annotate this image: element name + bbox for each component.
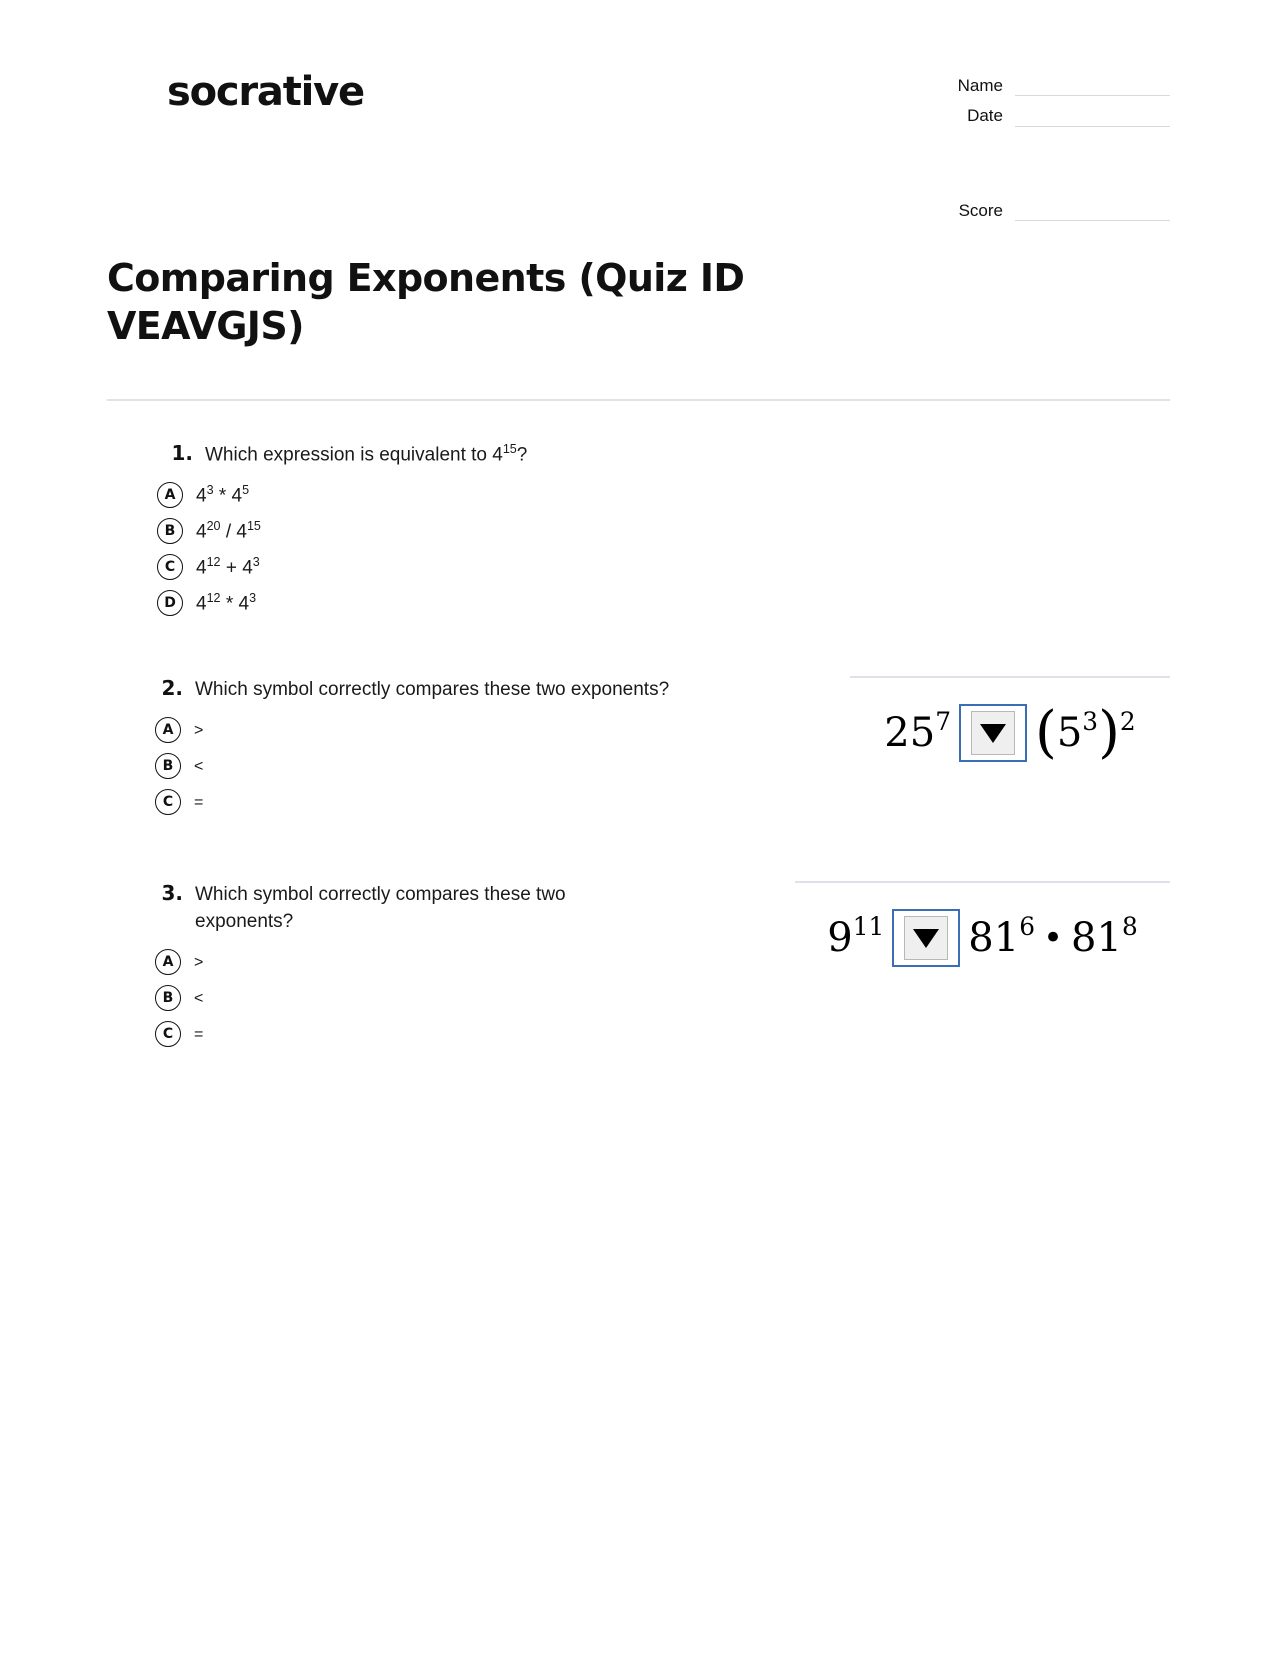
- question-item: [107, 441, 1170, 626]
- math-left-base: 9: [827, 915, 853, 962]
- option-a-base2: 4: [231, 484, 243, 506]
- question-2-header: [157, 676, 757, 704]
- math-left-base: 25: [884, 710, 936, 757]
- date-field-row: [930, 106, 1170, 126]
- option-bubble-c[interactable]: C: [157, 554, 183, 580]
- math-right-inner-base: 5: [1056, 710, 1083, 757]
- question-3-header: [157, 881, 627, 936]
- option-bubble-d[interactable]: D: [157, 590, 183, 616]
- questions-list: [0, 441, 1275, 1057]
- math-image-q3: [795, 881, 1170, 967]
- math-right-outer-exponent: 2: [1119, 706, 1136, 736]
- option-d[interactable]: [157, 590, 527, 616]
- student-info-block: [930, 60, 1170, 231]
- option-text-b: [196, 519, 261, 544]
- option-c-sup2: 3: [252, 554, 260, 569]
- question-number: 1.: [171, 441, 193, 466]
- option-bubble-b[interactable]: B: [155, 985, 181, 1011]
- question-2-options: [155, 717, 757, 815]
- question-item: [107, 676, 1170, 825]
- question-3-body: [157, 881, 627, 1057]
- option-text-a: >: [194, 953, 204, 971]
- question-prompt: Which symbol correctly compares these two exponents?: [195, 679, 670, 701]
- question-3-options: [155, 949, 627, 1047]
- date-label: Date: [967, 106, 1003, 126]
- question-1-body: [164, 441, 528, 626]
- math-right-term-2: [1071, 912, 1138, 962]
- question-prompt-exponent: 15: [502, 441, 517, 456]
- math-multiply-operator: •: [1042, 918, 1064, 959]
- question-2-media: [757, 676, 1170, 766]
- math-left-term: [827, 912, 885, 962]
- option-bubble-c[interactable]: C: [155, 1021, 181, 1047]
- comparison-dropdown[interactable]: [959, 704, 1027, 762]
- option-a[interactable]: [155, 717, 757, 743]
- math-left-term: [884, 707, 951, 757]
- option-bubble-a[interactable]: A: [155, 949, 181, 975]
- question-1-header: [167, 441, 527, 469]
- option-text-b: <: [194, 757, 204, 775]
- question-3-media: [627, 881, 1170, 967]
- chevron-down-icon: [913, 929, 939, 948]
- score-label: Score: [958, 200, 1003, 220]
- hexagon-icon: [110, 100, 128, 120]
- math-right-inner-term: [1056, 707, 1099, 757]
- question-item: [107, 881, 1170, 1057]
- option-text-d: [196, 591, 256, 616]
- option-a-sup2: 5: [242, 482, 250, 497]
- option-b-operator: /: [225, 520, 232, 542]
- option-bubble-a[interactable]: A: [157, 482, 183, 508]
- math-expression-q2: [884, 700, 1136, 766]
- option-c[interactable]: [155, 1021, 627, 1047]
- math-expression-q3: [827, 909, 1137, 967]
- score-input-line[interactable]: [1015, 203, 1170, 221]
- option-bubble-b[interactable]: B: [157, 518, 183, 544]
- option-b[interactable]: [155, 985, 627, 1011]
- option-c-operator: +: [225, 556, 237, 578]
- question-prompt: [205, 441, 527, 469]
- option-a-base1: 4: [196, 484, 207, 506]
- math-right-base2: 81: [1071, 915, 1122, 962]
- option-bubble-b[interactable]: B: [155, 753, 181, 779]
- date-input-line[interactable]: [1015, 109, 1170, 127]
- option-b-base1: 4: [196, 520, 207, 542]
- option-a[interactable]: [157, 482, 527, 508]
- option-d-sup2: 3: [249, 590, 257, 605]
- math-right-exponent1: 6: [1019, 912, 1035, 942]
- close-paren: ): [1098, 700, 1120, 766]
- question-number: 2.: [161, 676, 183, 701]
- option-b[interactable]: [157, 518, 527, 544]
- option-b[interactable]: [155, 753, 757, 779]
- option-text-c: =: [194, 793, 204, 811]
- math-right-base1: 81: [968, 915, 1020, 962]
- option-d-base1: 4: [196, 592, 207, 614]
- math-right-term-1: [968, 912, 1035, 962]
- option-text-a: >: [194, 721, 204, 739]
- comparison-dropdown[interactable]: [892, 909, 960, 967]
- page-header: [0, 0, 1275, 231]
- option-d-operator: *: [225, 592, 234, 614]
- option-text-c: =: [194, 1025, 204, 1043]
- math-left-exponent: 11: [852, 912, 885, 942]
- title-block: [0, 231, 1275, 351]
- name-input-line[interactable]: [1015, 78, 1170, 96]
- question-1-options: [157, 482, 527, 616]
- question-prompt-suffix: ?: [516, 444, 528, 466]
- option-b-base2: 4: [236, 520, 247, 542]
- option-text-a: [196, 483, 249, 508]
- option-bubble-c[interactable]: C: [155, 789, 181, 815]
- option-text-b: <: [194, 989, 204, 1007]
- name-field-row: [930, 76, 1170, 96]
- question-number: 3.: [161, 881, 183, 906]
- math-right-inner-exponent: 3: [1082, 707, 1099, 737]
- option-d-sup1: 12: [206, 590, 221, 605]
- option-c-sup1: 12: [206, 554, 221, 569]
- option-b-sup1: 20: [206, 518, 221, 533]
- option-a-sup1: 3: [206, 482, 214, 497]
- score-field-row: [930, 201, 1170, 221]
- option-d-base2: 4: [238, 592, 250, 614]
- dropdown-button[interactable]: [971, 711, 1015, 755]
- option-a-operator: *: [218, 484, 227, 506]
- option-text-c: [196, 555, 260, 580]
- option-a[interactable]: [155, 949, 627, 975]
- math-left-exponent: 7: [935, 707, 951, 737]
- hexagon-icon: [131, 87, 152, 111]
- meta-spacer: [930, 137, 1170, 201]
- brand-name: socrative: [167, 69, 364, 115]
- option-c[interactable]: [157, 554, 527, 580]
- option-c-base2: 4: [242, 556, 253, 578]
- socrative-hexagon-logo-icon: [107, 66, 153, 118]
- open-paren: (: [1034, 700, 1057, 766]
- option-bubble-a[interactable]: A: [155, 717, 181, 743]
- question-prompt-text: Which expression is equivalent to 4: [205, 444, 503, 466]
- option-c[interactable]: [155, 789, 757, 815]
- option-c-base1: 4: [196, 556, 207, 578]
- page-title: Comparing Exponents (Quiz ID VEAVGJS): [107, 256, 745, 349]
- name-label: Name: [957, 76, 1003, 95]
- dropdown-button[interactable]: [904, 916, 948, 960]
- question-2-body: [157, 676, 757, 825]
- math-image-q2: [850, 676, 1170, 766]
- socrative-logo: [107, 60, 364, 118]
- chevron-down-icon: [980, 724, 1006, 743]
- math-right-exponent2: 8: [1121, 912, 1138, 942]
- header-divider: [107, 399, 1170, 401]
- question-prompt: Which symbol correctly compares these two exponents?: [195, 884, 566, 933]
- option-b-sup2: 15: [246, 518, 261, 533]
